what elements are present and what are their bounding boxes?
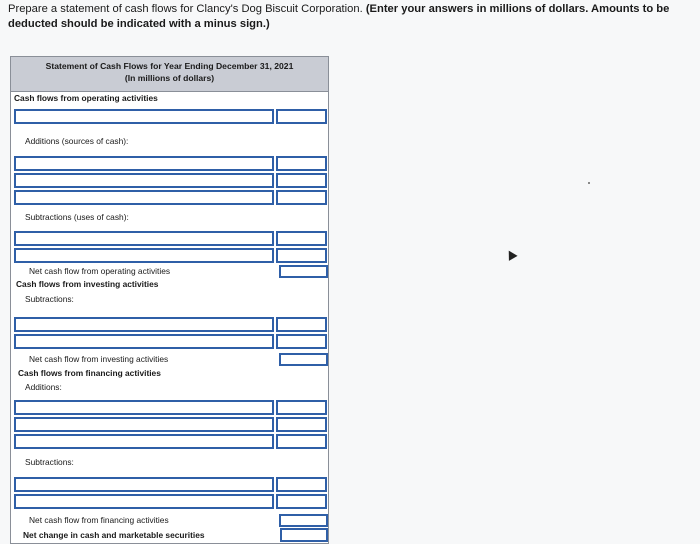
cash-flow-statement — [10, 56, 329, 544]
amount-input[interactable] — [276, 173, 327, 188]
instructions-bold: (Enter your answers in millions of dollars. Amounts to be deducted should be indicated with a minus sign.) — [8, 3, 670, 30]
amount-input[interactable] — [276, 156, 327, 171]
instructions-text: Prepare a statement of cash flows for Clancy's Dog Biscuit Corporation. — [8, 3, 363, 15]
total-row — [11, 527, 328, 543]
item-input[interactable] — [14, 417, 274, 432]
entry-row — [11, 109, 328, 124]
net-operating-input[interactable] — [279, 265, 328, 278]
financing-subtractions-label: Subtractions: — [25, 456, 74, 467]
label-row — [11, 449, 328, 475]
subtractions-label: Subtractions (uses of cash): — [25, 211, 129, 222]
net-investing-input[interactable] — [279, 353, 328, 366]
operating-header: Cash flows from operating activities — [14, 93, 158, 103]
label-row — [11, 380, 328, 394]
item-input[interactable] — [14, 400, 274, 415]
total-row — [11, 351, 328, 367]
amount-input[interactable] — [276, 477, 327, 492]
amount-input[interactable] — [276, 494, 327, 509]
instructions — [8, 2, 698, 32]
item-input[interactable] — [14, 248, 274, 263]
amount-input[interactable] — [276, 109, 327, 124]
total-row — [11, 265, 328, 278]
dust-speck — [588, 182, 590, 184]
item-input[interactable] — [14, 109, 274, 124]
section-header — [11, 278, 328, 291]
entry-row — [11, 417, 328, 432]
net-change-label: Net change in cash and marketable securities — [23, 529, 205, 540]
label-row — [11, 128, 328, 154]
entry-row — [11, 231, 328, 246]
net-investing-label: Net cash flow from investing activities — [29, 353, 169, 364]
statement-title: Statement of Cash Flows for Year Ending December 31, 2021 — [45, 61, 294, 71]
amount-input[interactable] — [276, 417, 327, 432]
entry-row — [11, 190, 328, 205]
investing-subtractions-label: Subtractions: — [25, 293, 74, 304]
additions-label: Additions (sources of cash): — [25, 135, 129, 146]
entry-row — [11, 400, 328, 415]
statement-header — [11, 57, 328, 92]
item-input[interactable] — [14, 190, 274, 205]
entry-row — [11, 334, 328, 349]
label-row — [11, 291, 328, 307]
item-input[interactable] — [14, 477, 274, 492]
financing-additions-label: Additions: — [25, 381, 62, 392]
item-input[interactable] — [14, 231, 274, 246]
amount-input[interactable] — [276, 190, 327, 205]
section-header — [11, 92, 328, 105]
item-input[interactable] — [14, 434, 274, 449]
entry-row — [11, 173, 328, 188]
label-row — [11, 205, 328, 229]
financing-header: Cash flows from financing activities — [18, 368, 161, 378]
item-input[interactable] — [14, 494, 274, 509]
entry-row — [11, 477, 328, 492]
investing-header: Cash flows from investing activities — [16, 279, 159, 289]
amount-input[interactable] — [276, 434, 327, 449]
total-row — [11, 513, 328, 527]
net-change-input[interactable] — [280, 528, 328, 542]
amount-input[interactable] — [276, 317, 327, 332]
item-input[interactable] — [14, 156, 274, 171]
mouse-cursor-icon — [504, 248, 517, 261]
amount-input[interactable] — [276, 334, 327, 349]
section-header — [11, 367, 328, 380]
entry-row — [11, 317, 328, 332]
amount-input[interactable] — [276, 400, 327, 415]
net-financing-input[interactable] — [279, 514, 328, 527]
amount-input[interactable] — [276, 231, 327, 246]
item-input[interactable] — [14, 334, 274, 349]
amount-input[interactable] — [276, 248, 327, 263]
entry-row — [11, 156, 328, 171]
net-financing-label: Net cash flow from financing activities — [29, 514, 169, 525]
entry-row — [11, 494, 328, 509]
statement-subtitle: (In millions of dollars) — [124, 73, 215, 83]
entry-row — [11, 434, 328, 449]
net-operating-label: Net cash flow from operating activities — [29, 266, 171, 276]
item-input[interactable] — [14, 317, 274, 332]
item-input[interactable] — [14, 173, 274, 188]
entry-row — [11, 248, 328, 263]
